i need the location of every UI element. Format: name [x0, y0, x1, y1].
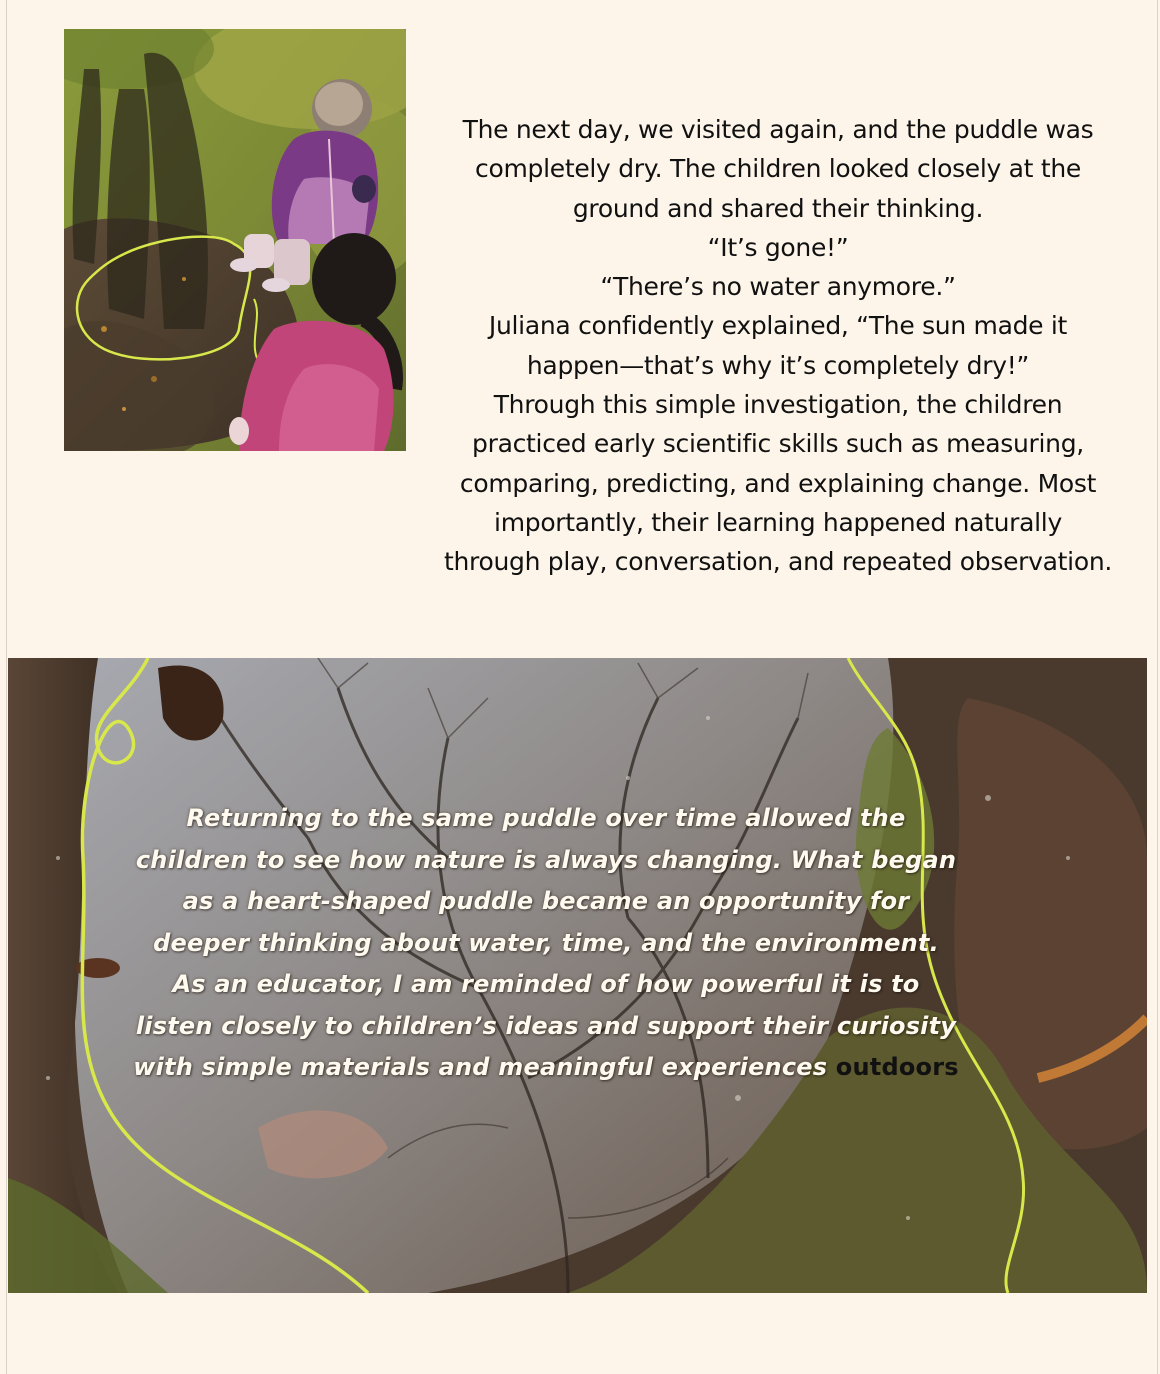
page-edge	[1157, 0, 1158, 1374]
paragraph-line: importantly, their learning happened naturally	[494, 507, 1062, 537]
children-puddle-photo	[64, 29, 406, 451]
paragraph-line: comparing, predicting, and explaining change. Most	[459, 468, 1097, 498]
page-edge	[6, 0, 7, 1374]
reflection-paragraph	[96, 798, 996, 1089]
paragraph-line: Returning to the same puddle over time allowed the	[186, 804, 906, 832]
line-text: with simple materials and meaningful experiences	[133, 1053, 828, 1081]
paragraph-line: As an educator, I am reminded of how powerful it is to	[172, 970, 920, 998]
paragraph-line: deeper thinking about water, time, and the environment.	[153, 928, 939, 957]
paragraph-line	[96, 1047, 996, 1089]
highlighted-word: outdoors	[835, 1053, 959, 1081]
quote-line: “There’s no water anymore.”	[600, 272, 956, 302]
paragraph-line: Through this simple investigation, the children	[493, 390, 1063, 420]
paragraph-line: The next day, we visited again, and the puddle was	[462, 115, 1094, 144]
paragraph-line: through play, conversation, and repeated observation.	[443, 547, 1113, 577]
paragraph-line: listen closely to children’s ideas and support their curiosity	[135, 1011, 957, 1040]
paragraph-line: happen—that’s why it’s completely dry!”	[526, 350, 1030, 380]
observation-paragraph	[412, 110, 1144, 582]
paragraph-line: ground and shared their thinking.	[572, 193, 984, 223]
quote-line: “It’s gone!”	[707, 232, 849, 262]
paragraph-line: practiced early scientific skills such as measuring,	[472, 429, 1084, 459]
paragraph-line: as a heart-shaped puddle became an opportunity for	[182, 887, 910, 915]
paragraph-line: children to see how nature is always changing. What began	[135, 845, 957, 874]
paragraph-line: completely dry. The children looked closely at the	[475, 154, 1081, 184]
paragraph-line: Juliana confidently explained, “The sun made it	[488, 311, 1068, 341]
